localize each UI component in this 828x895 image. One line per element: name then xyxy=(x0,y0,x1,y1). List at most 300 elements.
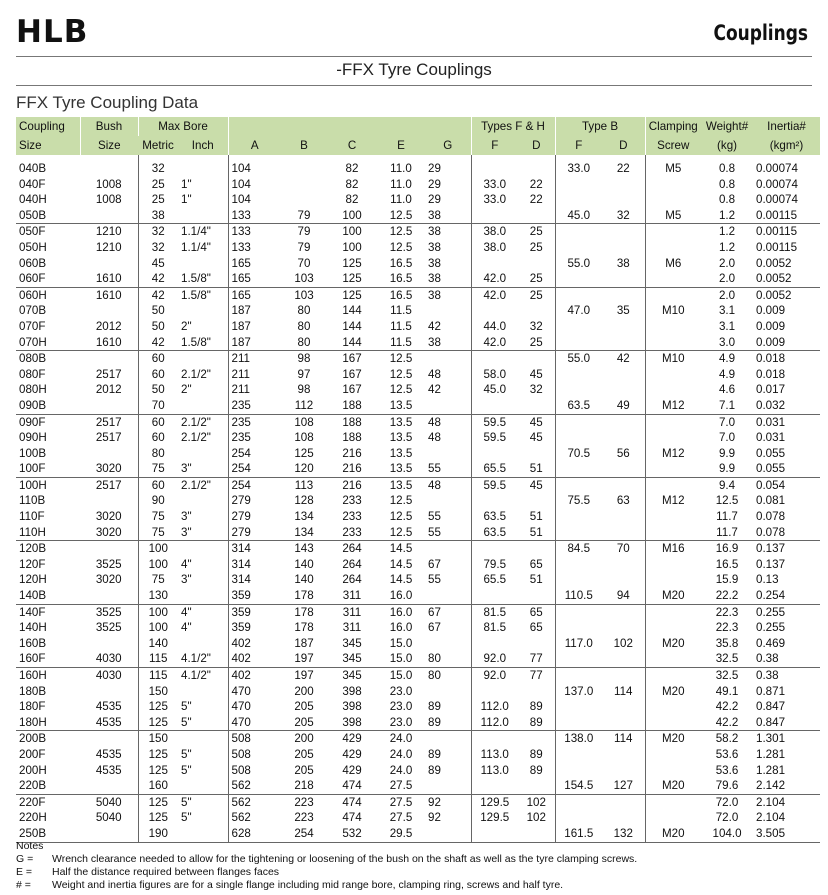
table-row xyxy=(16,155,820,177)
cell-bore-metric: 100 xyxy=(138,557,178,573)
cell-bore-inch: 1.5/8" xyxy=(181,272,211,286)
cell-dim-b: 197 xyxy=(294,652,314,666)
cell-fh-f: 42.0 xyxy=(471,335,518,351)
cell-fh-f: 81.5 xyxy=(471,620,518,636)
cell-clamping-screw: M5 xyxy=(645,208,701,224)
cell-clamping-screw: M12 xyxy=(645,493,701,509)
table-row xyxy=(16,414,820,430)
table-row xyxy=(16,477,820,493)
cell-bore-metric: 60 xyxy=(138,367,178,383)
cell-bore-metric: 38 xyxy=(138,208,178,224)
cell-weight: 58.2 xyxy=(701,731,753,747)
cell-dim-g: 80 xyxy=(428,652,441,666)
cell-fh-d xyxy=(518,155,555,177)
cell-weight: 32.5 xyxy=(701,668,753,684)
cell-bush-size: 4535 xyxy=(95,763,122,777)
cell-clamping-screw xyxy=(645,177,701,193)
cell-fh-d xyxy=(518,256,555,272)
cell-fh-f: 65.5 xyxy=(471,461,518,477)
cell-b-d xyxy=(602,461,645,477)
cell-fh-d: 25 xyxy=(529,240,543,254)
cell-bush-size: 4030 xyxy=(95,652,122,666)
cell-coupling-size: 120H xyxy=(19,573,47,587)
cell-weight: 1.2 xyxy=(718,240,736,254)
cell-b-d xyxy=(602,715,645,731)
cell-dim-b: 187 xyxy=(294,636,314,650)
cell-dim-b: 79 xyxy=(297,208,311,222)
cell-bore-inch: 5" xyxy=(181,700,192,714)
cell-b-f xyxy=(555,557,602,573)
cell-dim-b: 113 xyxy=(281,477,327,493)
cell-weight: 3.1 xyxy=(718,304,736,318)
cell-dim-g xyxy=(425,446,471,462)
cell-fh-d: 22 xyxy=(529,177,543,191)
cell-dim-e: 15.0 xyxy=(389,636,413,650)
cell-bore-metric: 100 xyxy=(138,541,178,557)
cell-dim-b: 205 xyxy=(294,747,314,761)
cell-inertia: 0.0052 xyxy=(756,272,792,286)
cell-b-f: 110.5 xyxy=(555,588,602,604)
cell-b-d: 114 xyxy=(614,684,633,698)
cell-coupling-size: 050F xyxy=(16,224,80,240)
cell-fh-d xyxy=(518,493,555,509)
cell-bore-metric: 32 xyxy=(138,240,178,256)
cell-dim-e: 13.5 xyxy=(377,414,425,430)
cell-coupling-size: 140F xyxy=(16,604,80,620)
cell-dim-a: 508 xyxy=(228,763,281,779)
table-row xyxy=(16,778,820,794)
cell-b-d xyxy=(602,240,645,256)
cell-b-d: 38 xyxy=(616,256,630,270)
cell-bore-inch: 1" xyxy=(181,177,192,191)
cell-inertia: 3.505 xyxy=(753,826,820,842)
cell-bore-inch: 2.1/2" xyxy=(181,367,211,381)
cell-dim-g: 89 xyxy=(428,763,441,777)
cell-bore-inch: 2" xyxy=(181,383,192,397)
cell-coupling-size: 180H xyxy=(19,715,47,729)
cell-b-f xyxy=(555,271,602,287)
cell-dim-a: 187 xyxy=(228,303,281,319)
cell-dim-g: 42 xyxy=(428,319,441,333)
header-coupling: Coupling xyxy=(16,117,80,136)
cell-coupling-size: 140B xyxy=(19,589,47,603)
cell-dim-e: 23.0 xyxy=(389,715,413,729)
cell-dim-a: 314 xyxy=(228,572,281,588)
cell-bore-inch: 1" xyxy=(181,193,192,207)
cell-b-f: 45.0 xyxy=(555,208,602,224)
cell-bore-inch: 1.5/8" xyxy=(178,287,228,303)
cell-bore-metric: 75 xyxy=(138,461,178,477)
section-title: FFX Tyre Coupling Data xyxy=(16,93,199,112)
cell-coupling-size: 160B xyxy=(19,636,47,650)
cell-b-f: 161.5 xyxy=(555,826,602,842)
cell-bore-metric: 50 xyxy=(138,382,178,398)
cell-weight: 7.0 xyxy=(701,414,753,430)
cell-dim-e: 12.5 xyxy=(377,351,425,367)
cell-b-d: 42 xyxy=(602,351,645,367)
cell-clamping-screw xyxy=(645,382,701,398)
cell-fh-d: 89 xyxy=(529,763,543,777)
cell-bush-size: 3020 xyxy=(95,573,122,587)
cell-coupling-size: 110H xyxy=(19,525,46,539)
cell-inertia: 0.847 xyxy=(756,715,786,729)
cell-dim-g xyxy=(425,398,471,414)
cell-b-d: 70 xyxy=(602,541,645,557)
cell-dim-c: 311 xyxy=(342,621,362,635)
cell-fh-d: 77 xyxy=(518,668,555,684)
notes-title: Notes xyxy=(16,840,44,852)
header-bush-size: Size xyxy=(80,136,138,155)
cell-dim-b: 108 xyxy=(294,431,314,445)
cell-bore-metric: 150 xyxy=(138,684,178,700)
cell-inertia: 0.00074 xyxy=(756,193,798,207)
cell-dim-c: 188 xyxy=(342,431,362,445)
cell-fh-d xyxy=(518,778,555,794)
cell-dim-b: 140 xyxy=(294,573,314,587)
cell-dim-b: 120 xyxy=(294,462,314,476)
cell-coupling-size: 040B xyxy=(19,162,47,175)
table-row xyxy=(16,271,820,287)
cell-clamping-screw xyxy=(645,715,701,731)
cell-bore-inch xyxy=(178,446,228,462)
cell-dim-e: 11.0 xyxy=(390,162,412,175)
cell-coupling-size: 090F xyxy=(16,414,80,430)
cell-dim-c: 233 xyxy=(342,525,362,539)
cell-fh-d: 45 xyxy=(518,477,555,493)
table-row xyxy=(16,493,820,509)
cell-bore-metric: 70 xyxy=(138,398,178,414)
cell-weight: 42.2 xyxy=(715,700,739,714)
cell-coupling-size: 060F xyxy=(19,272,46,286)
cell-dim-c: 532 xyxy=(327,826,377,842)
cell-dim-g: 48 xyxy=(428,431,441,445)
cell-dim-a: 628 xyxy=(228,826,281,842)
cell-dim-e: 12.5 xyxy=(389,383,413,397)
cell-coupling-size: 060B xyxy=(19,256,47,270)
cell-dim-e: 12.5 xyxy=(389,367,413,381)
cell-weight: 12.5 xyxy=(715,494,739,508)
cell-clamping-screw xyxy=(645,620,701,636)
header-maxbore: Max Bore xyxy=(138,117,228,136)
cell-b-d: 127 xyxy=(613,779,633,793)
cell-coupling-size: 110F xyxy=(19,510,45,524)
cell-dim-b: 80 xyxy=(297,335,311,349)
cell-clamping-screw: M5 xyxy=(645,155,701,177)
cell-b-d xyxy=(602,810,645,826)
cell-dim-a: 508 xyxy=(228,747,281,763)
cell-clamping-screw xyxy=(645,810,701,826)
cell-inertia: 2.104 xyxy=(756,811,786,825)
cell-fh-d xyxy=(518,636,555,652)
cell-fh-d: 89 xyxy=(529,700,543,714)
cell-dim-c: 144 xyxy=(342,304,362,318)
cell-dim-c: 125 xyxy=(342,272,362,286)
cell-weight: 3.1 xyxy=(718,319,736,333)
cell-b-d xyxy=(602,557,645,573)
cell-fh-d: 102 xyxy=(518,794,555,810)
cell-fh-d xyxy=(518,208,555,224)
cell-bush-size xyxy=(80,303,138,319)
cell-dim-b: 143 xyxy=(281,541,327,557)
cell-inertia: 0.055 xyxy=(756,446,786,460)
cell-coupling-size: 180F xyxy=(19,700,46,714)
cell-bore-metric: 50 xyxy=(138,319,178,335)
cell-dim-e: 12.5 xyxy=(377,224,425,240)
cell-coupling-size: 200F xyxy=(19,747,46,761)
cell-bore-inch: 5" xyxy=(178,794,228,810)
table-row xyxy=(16,398,820,414)
cell-dim-c: 311 xyxy=(342,589,362,603)
cell-fh-f xyxy=(471,778,518,794)
cell-weight: 1.2 xyxy=(718,208,736,222)
cell-bush-size: 3525 xyxy=(80,604,138,620)
table-row xyxy=(16,303,820,319)
cell-bush-size: 4535 xyxy=(95,747,122,761)
cell-dim-g: 38 xyxy=(428,208,441,222)
cell-b-f xyxy=(555,810,602,826)
cell-fh-d xyxy=(518,351,555,367)
cell-dim-c: 264 xyxy=(327,541,377,557)
cell-dim-c: 188 xyxy=(342,398,362,412)
cell-clamping-screw xyxy=(645,604,701,620)
cell-bore-inch: 4" xyxy=(181,621,192,635)
cell-dim-a: 211 xyxy=(228,367,281,383)
cell-clamping-screw xyxy=(645,287,701,303)
table-row xyxy=(16,351,820,367)
cell-weight: 32.5 xyxy=(715,652,739,666)
cell-coupling-size: 140H xyxy=(19,621,47,635)
cell-coupling-size: 220B xyxy=(19,779,47,793)
cell-dim-e: 11.0 xyxy=(390,177,412,191)
cell-dim-a: 279 xyxy=(228,493,281,509)
cell-dim-c: 429 xyxy=(342,763,362,777)
cell-inertia: 0.078 xyxy=(756,510,786,524)
cell-weight: 9.9 xyxy=(718,446,736,460)
cell-b-d xyxy=(602,477,645,493)
cell-b-f xyxy=(555,382,602,398)
cell-bore-inch xyxy=(178,155,228,177)
cell-bore-inch: 5" xyxy=(181,763,192,777)
table-row xyxy=(16,604,820,620)
cell-bore-inch: 1.5/8" xyxy=(181,335,211,349)
cell-b-d xyxy=(602,509,645,525)
table-row xyxy=(16,208,820,224)
cell-dim-a: 235 xyxy=(228,414,281,430)
cell-inertia: 1.281 xyxy=(756,747,786,761)
cell-dim-e: 16.0 xyxy=(389,589,413,603)
cell-dim-c: 474 xyxy=(342,779,362,793)
cell-b-d: 56 xyxy=(616,446,630,460)
cell-bore-inch xyxy=(178,684,228,700)
cell-coupling-size: 160F xyxy=(19,652,46,666)
cell-fh-d: 65 xyxy=(518,604,555,620)
cell-dim-a: 104 xyxy=(228,177,281,193)
table-row xyxy=(16,588,820,604)
cell-dim-b: 205 xyxy=(294,700,314,714)
cell-dim-e: 27.5 xyxy=(389,811,413,825)
cell-bush-size: 2517 xyxy=(95,367,122,381)
cell-dim-b: 98 xyxy=(297,383,311,397)
cell-fh-f: 58.0 xyxy=(471,367,518,383)
cell-fh-d: 51 xyxy=(529,510,543,524)
header-maxbore-metric: Metric xyxy=(138,136,178,155)
cell-dim-e: 16.0 xyxy=(389,621,413,635)
cell-weight: 15.9 xyxy=(715,573,739,587)
cell-dim-e: 27.5 xyxy=(377,794,425,810)
cell-inertia: 0.137 xyxy=(756,557,786,571)
cell-bush-size: 5040 xyxy=(80,794,138,810)
cell-coupling-size: 100H xyxy=(16,477,80,493)
cell-clamping-screw: M20 xyxy=(645,731,701,747)
cell-dim-e: 13.5 xyxy=(377,477,425,493)
cell-fh-f xyxy=(471,398,518,414)
cell-dim-a: 359 xyxy=(228,604,281,620)
cell-inertia: 0.38 xyxy=(756,652,779,666)
cell-dim-e: 14.5 xyxy=(377,541,425,557)
cell-dim-a: 187 xyxy=(228,319,281,335)
cell-fh-f: 113.0 xyxy=(471,747,518,763)
cell-b-f xyxy=(555,651,602,667)
cell-b-d xyxy=(602,699,645,715)
cell-bush-size xyxy=(80,588,138,604)
cell-fh-f xyxy=(471,446,518,462)
cell-dim-a: 470 xyxy=(228,699,281,715)
cell-dim-c: 345 xyxy=(342,636,362,650)
cell-bush-size: 3525 xyxy=(95,557,122,571)
cell-b-f xyxy=(555,572,602,588)
cell-bush-size: 3020 xyxy=(95,525,122,539)
cell-b-f: 70.5 xyxy=(555,446,602,462)
page-title: -FFX Tyre Couplings xyxy=(336,60,492,79)
cell-fh-f: 81.5 xyxy=(471,604,518,620)
cell-dim-a: 165 xyxy=(228,287,281,303)
cell-b-f xyxy=(555,287,602,303)
cell-bore-inch: 4" xyxy=(178,604,228,620)
cell-dim-a: 470 xyxy=(228,715,281,731)
cell-bore-inch: 4" xyxy=(181,557,192,571)
table-row xyxy=(16,668,820,684)
cell-inertia: 0.13 xyxy=(756,573,779,587)
cell-inertia: 0.031 xyxy=(756,431,786,445)
cell-clamping-screw: M20 xyxy=(645,778,701,794)
cell-fh-f: 129.5 xyxy=(471,810,518,826)
cell-clamping-screw: M12 xyxy=(645,446,701,462)
cell-dim-b: 80 xyxy=(297,319,311,333)
cell-b-d xyxy=(602,367,645,383)
cell-fh-d: 89 xyxy=(529,747,543,761)
cell-inertia: 0.0052 xyxy=(756,256,792,270)
cell-bore-metric: 50 xyxy=(138,303,178,319)
cell-dim-e: 11.5 xyxy=(390,304,412,318)
cell-b-f: 47.0 xyxy=(555,303,602,319)
cell-dim-b: 70 xyxy=(297,256,311,270)
cell-fh-f: 33.0 xyxy=(471,177,518,193)
cell-b-d xyxy=(602,192,645,208)
cell-dim-a: 314 xyxy=(228,541,281,557)
cell-dim-e: 12.5 xyxy=(389,494,413,508)
cell-bore-inch xyxy=(178,303,228,319)
cell-dim-e: 12.5 xyxy=(389,525,413,539)
cell-dim-e: 23.0 xyxy=(389,700,413,714)
cell-dim-g: 55 xyxy=(428,573,441,587)
cell-b-d: 63 xyxy=(616,494,630,508)
cell-bore-inch: 1.1/4" xyxy=(181,240,211,254)
cell-fh-f: 92.0 xyxy=(471,651,518,667)
cell-fh-f xyxy=(471,493,518,509)
cell-dim-g: 92 xyxy=(428,811,441,825)
cell-dim-g: 38 xyxy=(428,272,441,286)
cell-b-d: 32 xyxy=(616,208,630,222)
cell-b-d xyxy=(602,620,645,636)
cell-dim-c: 429 xyxy=(327,731,377,747)
top-divider xyxy=(16,56,812,57)
header-bush: Bush xyxy=(80,117,138,136)
cell-bore-metric: 150 xyxy=(138,731,178,747)
cell-dim-a: 562 xyxy=(228,810,281,826)
cell-fh-d: 45 xyxy=(518,414,555,430)
table-body xyxy=(16,155,820,842)
cell-fh-f: 79.5 xyxy=(471,557,518,573)
cell-weight: 7.0 xyxy=(718,431,736,445)
cell-inertia: 2.142 xyxy=(756,779,786,793)
cell-clamping-screw: M20 xyxy=(645,588,701,604)
header-clamping: Clamping xyxy=(645,117,701,136)
table-row xyxy=(16,509,820,525)
cell-fh-d xyxy=(518,588,555,604)
cell-dim-e: 11.0 xyxy=(390,193,412,207)
note-key: G = xyxy=(16,853,34,865)
cell-dim-g xyxy=(425,303,471,319)
cell-coupling-size: 250B xyxy=(16,826,80,842)
cell-dim-a: 562 xyxy=(228,794,281,810)
cell-fh-d: 77 xyxy=(529,652,543,666)
table-row xyxy=(16,446,820,462)
category-title: Couplings xyxy=(713,21,808,45)
cell-dim-b: 205 xyxy=(294,715,314,729)
cell-dim-e: 24.0 xyxy=(389,763,413,777)
cell-dim-e: 15.0 xyxy=(377,668,425,684)
cell-inertia: 0.055 xyxy=(756,462,786,476)
cell-coupling-size: 120F xyxy=(19,557,46,571)
cell-dim-c: 188 xyxy=(327,414,377,430)
note-text: Wrench clearance needed to allow for the tightening or loosening of the bush on the shaft as well as the tyre clamping screws. xyxy=(52,853,638,865)
cell-bore-inch xyxy=(178,731,228,747)
cell-bore-metric: 125 xyxy=(138,810,178,826)
cell-dim-g xyxy=(425,778,471,794)
cell-fh-f: 33.0 xyxy=(471,192,518,208)
cell-fh-d: 89 xyxy=(529,715,543,729)
cell-bush-size xyxy=(80,446,138,462)
cell-dim-c: 100 xyxy=(342,240,362,254)
cell-weight: 2.0 xyxy=(718,272,736,286)
cell-clamping-screw: M10 xyxy=(645,303,701,319)
cell-bush-size xyxy=(80,684,138,700)
cell-clamping-screw xyxy=(645,240,701,256)
cell-fh-d: 65 xyxy=(529,621,543,635)
cell-bush-size xyxy=(80,636,138,652)
cell-bore-metric: 75 xyxy=(138,509,178,525)
cell-dim-g: 38 xyxy=(428,240,441,254)
cell-bore-metric: 32 xyxy=(138,224,178,240)
cell-bore-metric: 42 xyxy=(138,287,178,303)
cell-b-d xyxy=(602,319,645,335)
cell-bore-metric: 75 xyxy=(138,572,178,588)
cell-bore-inch xyxy=(178,351,228,367)
cell-inertia: 0.00074 xyxy=(756,162,798,175)
cell-b-f xyxy=(555,335,602,351)
cell-bush-size xyxy=(80,351,138,367)
cell-fh-f: 65.5 xyxy=(471,572,518,588)
